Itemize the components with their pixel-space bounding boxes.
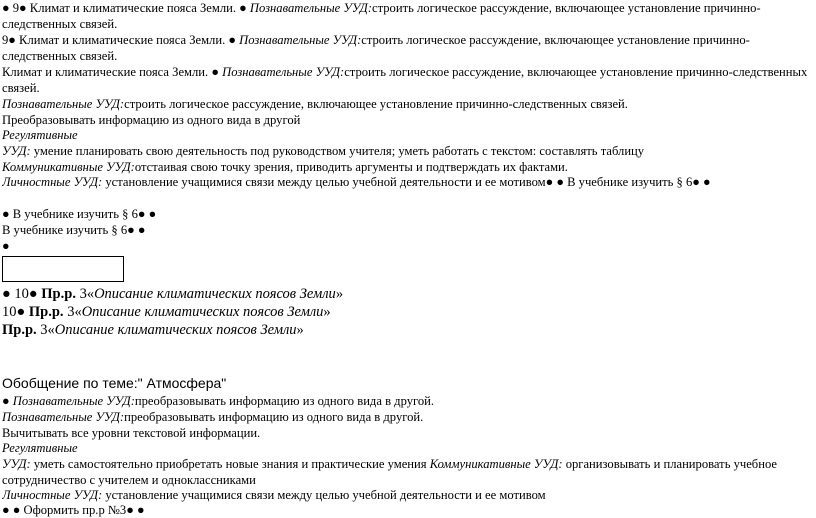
regulative-uud-line: УУД: умение планировать свою деятельность под руководством учителя; уметь работать с текстом: составлять таблицу [2, 144, 645, 158]
read-all-levels-line: Вычитывать все уровни текстовой информации. [2, 426, 261, 440]
practical-work-line-1: ● 10● Пр.р. 3«Описание климатических поясов Земли» [2, 286, 344, 302]
communicative-uud-line: Коммуникативные УУД:отстаивая свою точку зрения, приводить аргументы и подтверждать их фактами. [2, 160, 568, 174]
homework-line-1: ● В учебнике изучить § 6● ● [2, 207, 157, 221]
transform-info-line: Преобразовывать информацию из одного вида в другой [2, 113, 301, 127]
summary-regulative-line: УУД: уметь самостоятельно приобретать новые знания и практические умения Коммуникативные УУД: организовывать и планировать учебное сотрудничество с учителем и одноклассниками [2, 457, 777, 487]
section-heading: Обобщение по теме:" Атмосфера" [2, 375, 227, 391]
lesson-9-line-3: Климат и климатические пояса Земли. ● Познавательные УУД:строить логическое рассуждение, включающее установление причинно-следственных связей. [2, 65, 808, 95]
practical-work-line-2: 10● Пр.р. 3«Описание климатических поясов Земли» [2, 304, 331, 320]
practical-work-line-3: Пр.р. 3«Описание климатических поясов Земли» [2, 322, 304, 338]
bullet-line: ● [2, 239, 10, 253]
summary-homework-line: ● ● Оформить пр.р №3● ● [2, 503, 145, 517]
summary-cognitive-line-1: ● Познавательные УУД:преобразовывать информацию из одного вида в другой. [2, 394, 435, 408]
cognitive-uud-line: Познавательные УУД:строить логическое рассуждение, включающее установление причинно-следственных связей. [2, 97, 628, 111]
lesson-9-line-1: ● 9● Климат и климатические пояса Земли. ● Познавательные УУД:строить логическое рассуждение, включающее установление причинно-следственных связей. [2, 1, 761, 31]
lesson-9-line-2: 9● Климат и климатические пояса Земли. ● Познавательные УУД:строить логическое рассуждение, включающее установление причинно-следственных связей. [2, 33, 750, 63]
regulative-heading: Регулятивные [2, 128, 78, 142]
summary-regulative-heading: Регулятивные [2, 441, 78, 455]
homework-line-2: В учебнике изучить § 6● ● [2, 223, 146, 237]
summary-cognitive-line-2: Познавательные УУД:преобразовывать информацию из одного вида в другой. [2, 410, 424, 424]
personal-uud-line: Личностные УУД: установление учащимися связи между целью учебной деятельности и ее мотивом● ● В учебнике изучить § 6● ● [2, 175, 711, 189]
empty-table-cell [2, 256, 124, 282]
summary-personal-line: Личностные УУД: установление учащимися связи между целью учебной деятельности и ее мотивом [2, 488, 546, 502]
